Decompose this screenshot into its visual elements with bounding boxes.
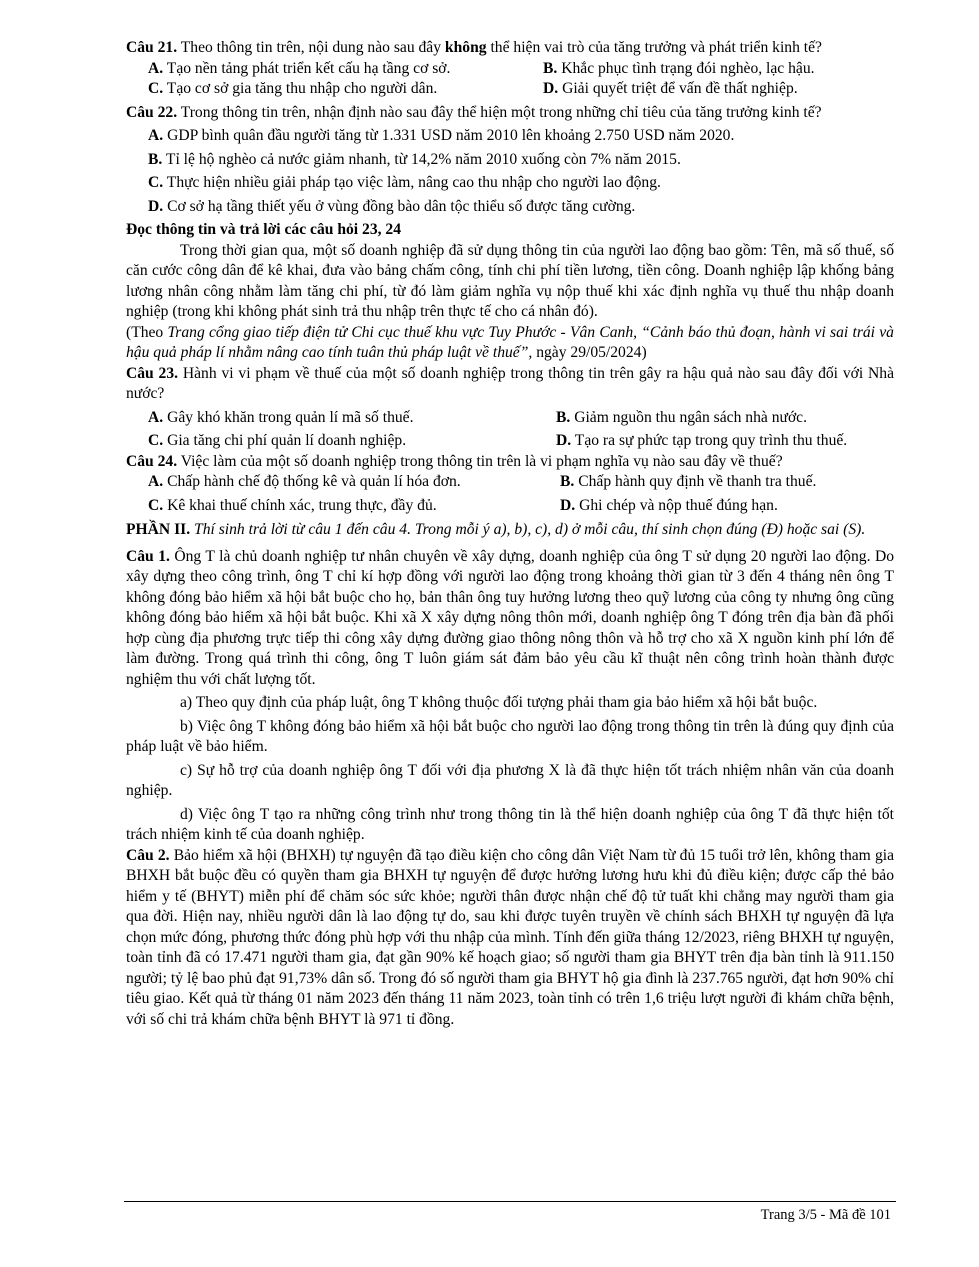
question-label: Câu 2. xyxy=(126,846,170,864)
question-label: Câu 21. xyxy=(126,39,178,56)
option-c: C. Kê khai thuế chính xác, trung thực, đầy đủ. xyxy=(148,496,437,514)
option-d: D. Giải quyết triệt để vấn đề thất nghiệp. xyxy=(543,80,798,97)
question-label: Câu 1. xyxy=(126,547,170,565)
question-24: Câu 24. Việc làm của một số doanh nghiệp trong thông tin trên là vi phạm nghĩa vụ nào sau đây về thuế? xyxy=(126,452,783,470)
statement-a: a) Theo quy định của pháp luật, ông T không thuộc đối tượng phải tham gia bảo hiểm xã hội bắt buộc. xyxy=(180,694,818,711)
statement-c: c) Sự hỗ trợ của doanh nghiệp ông T đối với địa phương X là đã thực hiện tốt trách nhiệm nhân văn của doanh nghiệp. xyxy=(126,761,894,799)
part2-question-2: Câu 2. Bảo hiểm xã hội (BHXH) tự nguyện đã tạo điều kiện cho công dân Việt Nam từ đủ 15 tuổi trở lên, không tham gia BHXH bắt buộc đều có quyền tham gia BHXH tự nguyện để được hưởng lương hưu khi đủ điều kiện; được cấp thẻ bảo hiểm y tế (BHYT) miễn phí để chăm sóc sức khỏe; người thân được nhận chế độ tử tuất khi chẳng may người tham gia qua đời. Hiện nay, nhiều người dân là lao động tự do, sau khi được tuyên truyền về chính sách BHXH tự nguyện đã lựa chọn mức đóng, phương thức đóng phù hợp với thu nhập của mình. Tính đến giữa tháng 12/2023, riêng BHXH tự nguyện, toàn tỉnh đã có 17.471 người tham gia, đạt gần 90% kế hoạch giao; số người tham gia BHYT trên địa bàn tỉnh là 911.150 người; tỷ lệ bao phủ đạt 91,73% dân số. Trong đó số người tham gia BHYT hộ gia đình là 237.765 người, đạt hơn 90% chỉ tiêu giao. Kết quả từ tháng 01 năm 2023 đến tháng 11 năm 2023, toàn tỉnh có trên 1,6 triệu lượt người đi khám chữa bệnh, với số chi trả khám chữa bệnh BHYT là 971 tỉ đồng. xyxy=(126,846,894,1028)
option-d: D. Tạo ra sự phức tạp trong quy trình thu thuế. xyxy=(556,432,848,449)
option-a: A. Chấp hành chế độ thống kê và quản lí hóa đơn. xyxy=(148,473,461,490)
option-b: B. Tỉ lệ hộ nghèo cả nước giảm nhanh, từ 14,2% năm 2010 xuống còn 7% năm 2015. xyxy=(148,150,681,168)
question-label: Câu 23. xyxy=(126,364,179,382)
options-row xyxy=(126,79,894,100)
part2-question-1: Câu 1. Ông T là chủ doanh nghiệp tư nhân chuyên về xây dựng, doanh nghiệp của ông T sử dụng 20 người lao động. Do xây dựng theo công trình, ông T chỉ kí hợp đồng với người lao động trong khoảng thời gian từ 3 đến 4 tháng nên ông T không đóng bảo hiểm xã hội bắt buộc cho họ, bản thân ông tuy hưởng lương theo quỹ lương của công ty nhưng ông cũng không đóng bảo hiểm xã hội bắt buộc. Khi xã X xây dựng nông thôn mới, doanh nghiệp ông T đóng trên địa bàn đã phối hợp cùng địa phương trực tiếp thi công xây dựng đường giao thông nông thôn và hỗ trợ cho xã X nguồn kinh phí lớn để làm đường. Trong quá trình thi công, ông T luôn giám sát đảm bảo yêu cầu kĩ thuật nên công trình hoàn thành được nghiệm thu với chất lượng tốt. xyxy=(126,547,895,688)
part-2-heading: PHẦN II. Thí sinh trả lời từ câu 1 đến câu 4. Trong mỗi ý a), b), c), d) ở mỗi câu, thí sinh chọn đúng (Đ) hoặc sai (S). xyxy=(126,521,866,538)
options-row xyxy=(126,408,894,429)
option-d: D. Ghi chép và nộp thuế đúng hạn. xyxy=(560,496,778,514)
options-row xyxy=(126,59,894,80)
page-footer: Trang 3/5 - Mã đề 101 xyxy=(760,1207,891,1223)
option-d: D. Cơ sở hạ tầng thiết yếu ở vùng đồng bào dân tộc thiểu số được tăng cường. xyxy=(148,197,636,215)
option-b: B. Giảm nguồn thu ngân sách nhà nước. xyxy=(556,408,808,426)
option-a: A. Tạo nền tảng phát triển kết cấu hạ tầng cơ sở. xyxy=(148,59,451,77)
options-row xyxy=(126,472,894,493)
option-a: A. Gây khó khăn trong quản lí mã số thuế. xyxy=(148,408,414,426)
option-a: A. GDP bình quân đầu người tăng từ 1.331 USD năm 2010 lên khoảng 2.750 USD năm 2020. xyxy=(148,127,735,144)
question-21: Câu 21. Theo thông tin trên, nội dung nào sau đây không thể hiện vai trò của tăng trưởng và phát triển kinh tế? xyxy=(126,39,822,56)
option-b: B. Chấp hành quy định về thanh tra thuế. xyxy=(560,473,817,490)
question-22: Câu 22. Trong thông tin trên, nhận định nào sau đây thể hiện một trong những chỉ tiêu của tăng trưởng kinh tế? xyxy=(126,103,822,121)
reading-source: (Theo Trang cổng giao tiếp điện tử Chi cục thuế khu vực Tuy Phước - Vân Canh, “Cảnh báo thủ đoạn, hành vi sai trái và hậu quả pháp lí nhằm nâng cao tính tuân thủ pháp luật về thuế”, ngày 29/05/2024) xyxy=(126,323,894,361)
options-row xyxy=(126,496,894,517)
footer-divider xyxy=(124,1201,896,1202)
question-23: Câu 23. Hành vi vi phạm về thuế của một số doanh nghiệp trong thông tin trên gây ra hậu quả nào sau đây đối với Nhà nước? xyxy=(126,364,894,402)
options-row xyxy=(126,431,894,452)
option-c: C. Thực hiện nhiều giải pháp tạo việc làm, nâng cao thu nhập cho người lao động. xyxy=(148,174,661,191)
option-c: C. Gia tăng chi phí quản lí doanh nghiệp. xyxy=(148,432,407,449)
option-b: B. Khắc phục tình trạng đói nghèo, lạc hậu. xyxy=(543,59,815,77)
option-c: C. Tạo cơ sở gia tăng thu nhập cho người dân. xyxy=(148,80,438,97)
exam-page xyxy=(126,38,894,1030)
statement-b: b) Việc ông T không đóng bảo hiểm xã hội bắt buộc cho người lao động trong thông tin trên là đúng quy định của pháp luật về bảo hiểm. xyxy=(126,717,894,755)
reading-passage: Trong thời gian qua, một số doanh nghiệp đã sử dụng thông tin của người lao động bao gồm: Tên, mã số thuế, số căn cước công dân để kê khai, đưa vào bảng chấm công, tính chi phí tiền lương, tiền công. Doanh nghiệp lập khống bảng lương nhân công nhằm làm tăng chi phí, từ đó làm giảm nghĩa vụ nộp thuế khi xác định nghĩa vụ thuế thu nhập doanh nghiệp (trong khi không phát sinh trả thu nhập trên thực tế cho cá nhân đó). xyxy=(126,241,894,320)
statement-d: d) Việc ông T tạo ra những công trình như trong thông tin là thể hiện doanh nghiệp của ông T đã thực hiện tốt trách nhiệm kinh tế của doanh nghiệp. xyxy=(126,805,894,843)
question-label: Câu 22. xyxy=(126,103,178,121)
question-label: Câu 24. xyxy=(126,452,178,470)
reading-heading: Đọc thông tin và trả lời các câu hỏi 23, 24 xyxy=(126,221,402,238)
